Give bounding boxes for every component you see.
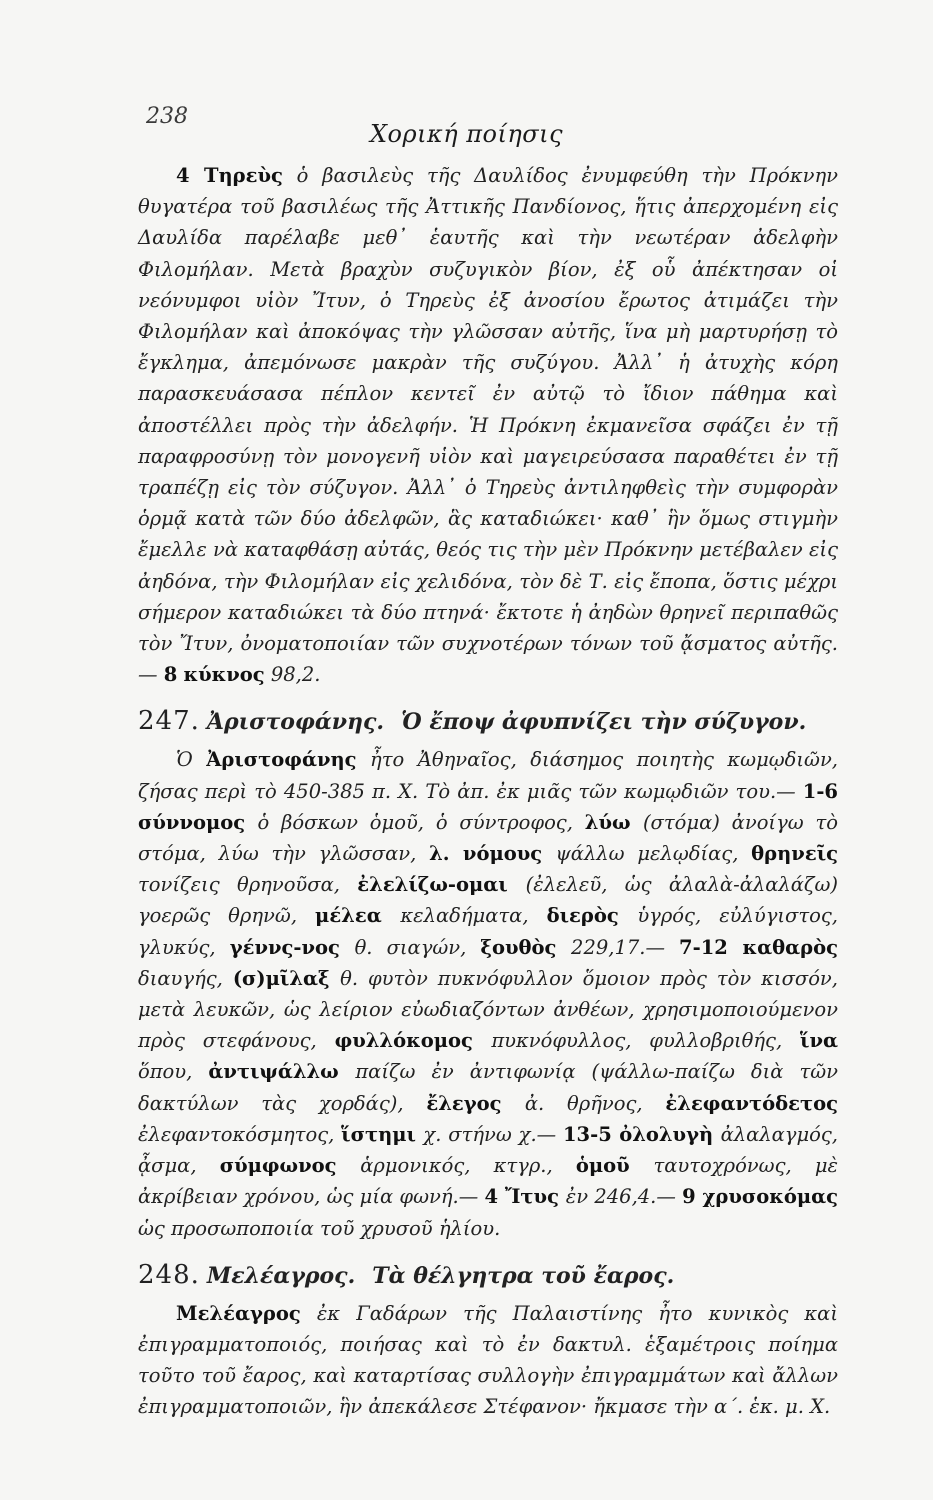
gloss-entry <box>341 1123 563 1146</box>
gloss-entry <box>426 1092 665 1115</box>
gloss-lemma: σύμφωνος <box>219 1154 361 1178</box>
intro-lemma: Ἀριστοφάνης <box>206 748 357 772</box>
gloss-lemma: λ. νόμους <box>429 842 556 866</box>
note-tail-num: 8 <box>163 663 178 687</box>
gloss-number: 13-5 <box>562 1122 620 1146</box>
gloss-text: θ. φυτὸν πυκνόφυλλον ὅμοιον πρὸς τὸν κισσόν, μετὰ λευκῶν, ὡς λείριον εὐωδιαζόντων ἀνθέων, χρησιμοποιούμενον πρὸς στεφάνους, <box>138 966 838 1053</box>
note-tail-lemma: κύκνος <box>183 663 265 687</box>
gloss-entry <box>230 936 481 959</box>
gloss-lemma: γέννς-νος <box>229 935 355 959</box>
gloss-lemma: φυλλόκομος <box>334 1029 492 1053</box>
page-body <box>138 160 838 1423</box>
gloss-lemma: χρυσοκόμας <box>702 1185 839 1209</box>
section-number: 248. <box>138 1259 200 1290</box>
gloss-lemma: ἐλεφαντόδετος <box>665 1091 838 1115</box>
gloss-text: (ἐλελεῦ, ὡς ἀλαλὰ-ἀλαλάζω) γοερῶς θρηνῶ, <box>138 873 838 928</box>
gloss-lemma: διερὸς <box>546 904 638 928</box>
note-text: ὁ βασιλεὺς τῆς Δαυλίδος ἐνυμφεύθη τὴν Πρόκνην θυγατέρα τοῦ βασιλέως τῆς Ἀττικῆς Πανδίονος, ἥτις ἀπερχομένη εἰς Δαυλίδα παρέλαβε μεθ᾽ ἑαυτῆς καὶ τὴν νεωτέραν ἀδελφὴν Φιλομήλαν. Μετὰ βραχὺν συζυγικὸν βίον, ἐξ οὗ ἀπέκτησαν οἱ νεόνυμφοι υἱὸν Ἴτυν, ὁ Τηρεὺς ἐξ ἀνοσίου ἔρωτος ἀτιμάζει τὴν Φιλομήλαν καὶ ἀποκόψας τὴν γλῶσσαν αὐτῆς, ἵνα μὴ μαρτυρήσῃ τὸ ἔγκλημα, ἀπεμόνωσε μακρὰν τῆς συζύγου. Ἀλλ᾽ ἡ ἀτυχὴς κόρη παρασκευάσασα πέπλον κεντεῖ ἐν αὐτῷ τὸ ἴδιον πάθημα καὶ ἀποστέλλει πρὸς τὴν ἀδελφήν. Ἡ Πρόκνη ἐκμανεῖσα σφάζει ἐν τῇ παραφροσύνῃ τὸν μονογενῆ υἱὸν καὶ μαγειρεύσασα παραθέτει ἐν τῇ τραπέζῃ εἰς τὸν σύζυγον. Ἀλλ᾽ ὁ Τηρεὺς ἀντιληφθεὶς τὴν συμφορὰν ὁρμᾷ κατὰ τῶν δύο ἀδελφῶν, ἃς καταδιώκει· καθ᾽ ἣν ὅμως στιγμὴν ἔμελλε νὰ καταφθάσῃ αὐτάς, θεός τις τὴν μὲν Πρόκνην μετέβαλεν εἰς ἀηδόνα, τὴν Φιλομήλαν εἰς χελιδόνα, τὸν δὲ Τ. εἰς ἔποπα, ὅστις μέχρι σήμερον καταδιώκει τὰ δύο πτηνά· ἔκτοτε ἡ ἀηδὼν θρηνεῖ περιπαθῶς τὸν Ἴτυν, ὀνοματοποιίαν τῶν συχνοτέρων τόνων τοῦ ᾄσματος αὐτῆς.— <box>138 164 838 687</box>
gloss-entry <box>220 1154 576 1177</box>
gloss-number: 4 <box>484 1185 505 1209</box>
gloss-lemma: λύω <box>584 810 643 834</box>
intro-lemma: Μελέαγρος <box>176 1301 301 1325</box>
gloss-text: (στόμα) ἀνοίγω τὸ στόμα, λύω τὴν γλῶσσαν, <box>138 810 838 866</box>
gloss-entry <box>335 1029 800 1052</box>
gloss-lemma: ὁμοῦ <box>575 1154 654 1178</box>
gloss-text: ἁρμονικός, κτγρ., <box>360 1154 576 1178</box>
gloss-lemma: (σ)μῖλαξ <box>232 966 341 990</box>
gloss-lemma: σύννομος <box>138 810 258 834</box>
gloss-text: 229,17.— <box>571 935 680 959</box>
gloss-lemma: ἐλελίζω-ομαι <box>357 873 526 897</box>
gloss-text: ὑγρός, εὐλύγιστος, γλυκύς, <box>138 904 838 959</box>
intro-prefix: Ὁ <box>176 748 193 772</box>
note-tail-ref: 98,2. <box>270 663 321 687</box>
section-247-heading <box>138 704 838 740</box>
page-number: 238 <box>146 104 188 129</box>
gloss-lemma: ὀλολυγὴ <box>619 1122 721 1146</box>
note-246 <box>138 160 838 690</box>
gloss-text: χ. στήνω χ.— <box>423 1122 563 1146</box>
gloss-text: ἀλαλαγμός, ᾆσμα, <box>138 1122 838 1178</box>
gloss-text: ψάλλω μελῳδίας, <box>555 842 752 866</box>
note-lead: 4 Τηρεὺς <box>176 164 283 187</box>
gloss-lemma: ἔλεγος <box>426 1091 525 1115</box>
section-247-body <box>138 744 838 1243</box>
section-248-heading <box>138 1258 838 1294</box>
gloss-text: πυκνόφυλλος, φυλλοβριθής, <box>491 1029 801 1053</box>
gloss-lemma: θρηνεῖς <box>751 842 839 866</box>
gloss-text: ταυτοχρόνως, μὲ ἀκρίβειαν χρόνου, ὡς μία φωνή.— <box>138 1154 838 1209</box>
section-title: Ὁ ἔποψ ἀφυπνίζει τὴν σύζυγον. <box>401 709 807 736</box>
gloss-number: 7-12 <box>679 935 743 959</box>
section-author: Μελέαγρος. <box>206 1262 356 1289</box>
gloss-entry <box>484 1185 682 1208</box>
gloss-lemma: ἀντιψάλλω <box>208 1060 356 1084</box>
gloss-lemma: ἵστημι <box>341 1122 424 1146</box>
gloss-text: τονίζεις θρηνοῦσα, <box>138 873 358 897</box>
section-author: Ἀριστοφάνης. <box>206 709 385 736</box>
gloss-text: ὡς προσωποποιία τοῦ χρυσοῦ ἡλίου. <box>138 1216 501 1240</box>
gloss-entry <box>429 842 751 865</box>
section-title: Τὰ θέλγητρα τοῦ ἔαρος. <box>372 1262 675 1289</box>
gloss-text: ὁ βόσκων ὁμοῦ, ὁ σύντροφος, <box>257 810 585 834</box>
gloss-text: ἐν 246,4.— <box>565 1185 683 1209</box>
gloss-lemma: Ἴτυς <box>504 1185 566 1209</box>
intro-text: ἐκ Γαδάρων τῆς Παλαιστίνης ἦτο κυνικὸς καὶ ἐπιγραμματοποιός, ποιήσας καὶ τὸ ἐν δακτυλ. ἑξαμέτροις ποίημα τοῦτο τοῦ ἔαρος, καὶ καταρτίσας συλλογὴν ἐπιγραμμάτων καὶ ἄλλων ἐπιγραμματοποιῶν, ἣν ἀπεκάλεσε Στέφανον· ἤκμασε τὴν α΄. ἑκ. μ. Χ. <box>138 1301 838 1419</box>
gloss-text: παίζω ἐν ἀντιφωνίᾳ (ψάλλω-παίζω διὰ τῶν δακτύλων τὰς χορδάς), <box>138 1060 838 1115</box>
gloss-text: κελαδήματα, <box>400 904 547 928</box>
gloss-number: 1-6 <box>802 779 838 803</box>
gloss-lemma: μέλεα <box>315 904 401 928</box>
gloss-lemma: ξουθὸς <box>480 935 572 959</box>
gloss-entry <box>480 936 679 959</box>
gloss-text: ἐλεφαντοκόσμητος, <box>138 1122 342 1146</box>
gloss-lemma: καθαρὸς <box>742 935 838 959</box>
gloss-text: ἀ. θρῆνος, <box>524 1091 666 1115</box>
gloss-entry <box>315 904 547 927</box>
gloss-lemma: ἵνα <box>800 1029 838 1053</box>
section-number: 247. <box>138 706 200 737</box>
gloss-number: 9 <box>682 1185 703 1209</box>
gloss-text: διαυγής, <box>138 966 233 990</box>
gloss-text: ὅπου, <box>138 1060 209 1084</box>
intro-text: ἦτο Ἀθηναῖος, διάσημος ποιητὴς κωμῳδιῶν, ζήσας περὶ τὸ 450-385 π. Χ. Τὸ ἀπ. ἐκ μιᾶς τῶν κωμῳδιῶν του.— <box>138 748 839 803</box>
gloss-text: θ. σιαγών, <box>354 935 481 959</box>
gloss-list <box>138 780 838 1240</box>
section-248-body <box>138 1298 838 1423</box>
running-title: Χορική ποίησις <box>369 120 564 148</box>
